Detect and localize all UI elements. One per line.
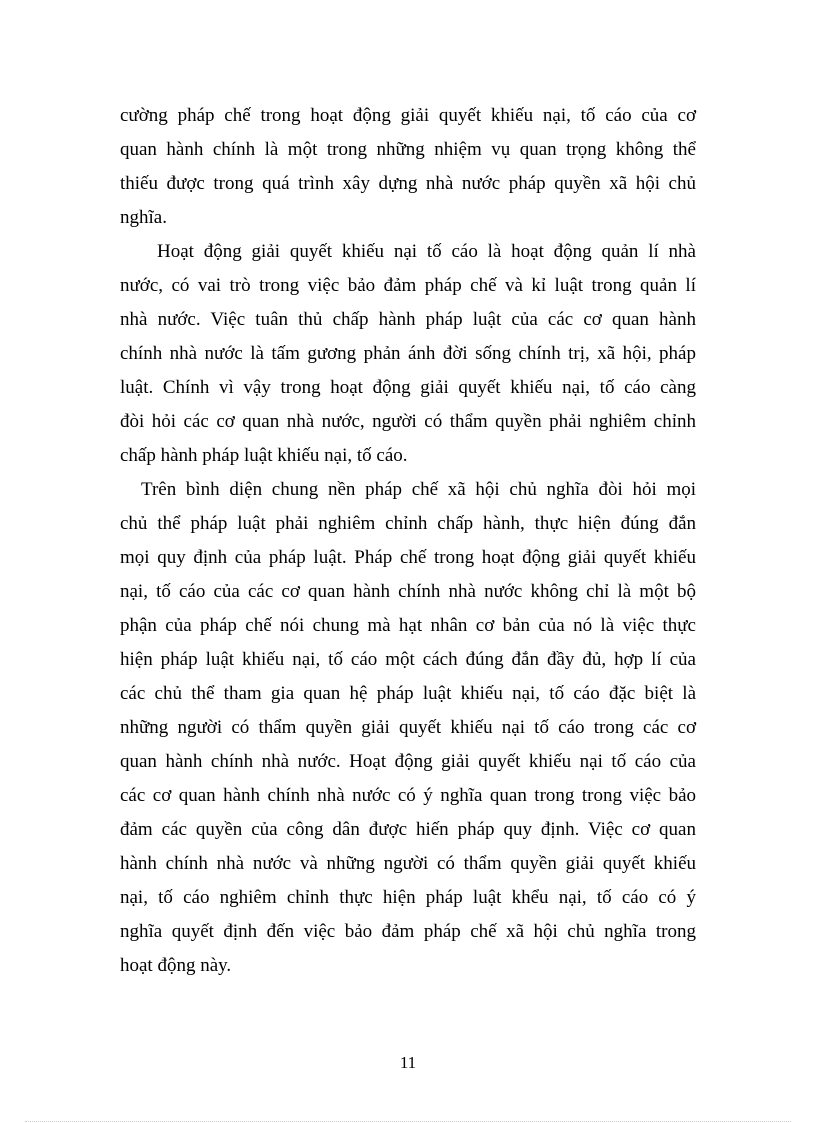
page-bottom-divider: [25, 1121, 791, 1122]
text-line: cường pháp chế trong hoạt động giải quyết khiếu nại, tố cáo của cơ: [120, 105, 696, 126]
text-line: hoạt động này.: [120, 955, 232, 976]
text-line: Hoạt động giải quyết khiếu nại tố cáo là hoạt động quản lí nhà: [157, 241, 696, 262]
text-line: các chủ thể tham gia quan hệ pháp luật khiếu nại, tố cáo đặc biệt là: [120, 683, 696, 704]
text-line: nhà nước. Việc tuân thủ chấp hành pháp luật của các cơ quan hành: [120, 309, 696, 330]
text-line: hành chính nhà nước và những người có thẩm quyền giải quyết khiếu: [120, 853, 696, 874]
text-line: những người có thẩm quyền giải quyết khiếu nại tố cáo trong các cơ: [120, 717, 696, 738]
text-line: đòi hỏi các cơ quan nhà nước, người có thẩm quyền phải nghiêm chỉnh: [120, 411, 696, 432]
text-line: các cơ quan hành chính nhà nước có ý nghĩa quan trong trong việc bảo: [120, 785, 696, 806]
text-line: phận của pháp chế nói chung mà hạt nhân cơ bản của nó là việc thực: [120, 615, 696, 636]
text-line: quan hành chính là một trong những nhiệm vụ quan trọng không thể: [120, 139, 696, 160]
text-line: luật. Chính vì vậy trong hoạt động giải quyết khiếu nại, tố cáo càng: [120, 377, 696, 398]
text-line: chính nhà nước là tấm gương phản ánh đời sống chính trị, xã hội, pháp: [120, 343, 696, 364]
text-line: nước, có vai trò trong việc bảo đảm pháp chế và kỉ luật trong quản lí: [120, 275, 696, 296]
text-line: đảm các quyền của công dân được hiến pháp quy định. Việc cơ quan: [120, 819, 696, 840]
text-line: Trên bình diện chung nền pháp chế xã hội chủ nghĩa đòi hỏi mọi: [141, 479, 696, 500]
text-line: quan hành chính nhà nước. Hoạt động giải quyết khiếu nại tố cáo của: [120, 751, 696, 772]
text-line: hiện pháp luật khiếu nại, tố cáo một cách đúng đắn đầy đủ, hợp lí của: [120, 649, 696, 670]
page-number: 11: [399, 1053, 417, 1072]
text-line: nghĩa quyết định đến việc bảo đảm pháp chế xã hội chủ nghĩa trong: [120, 921, 696, 942]
text-line: chấp hành pháp luật khiếu nại, tố cáo.: [120, 445, 408, 466]
text-line: nại, tố cáo của các cơ quan hành chính nhà nước không chỉ là một bộ: [120, 581, 696, 602]
text-line: mọi quy định của pháp luật. Pháp chế trong hoạt động giải quyết khiếu: [120, 547, 696, 568]
text-line: thiếu được trong quá trình xây dựng nhà nước pháp quyền xã hội chủ: [120, 173, 696, 194]
text-line: chủ thể pháp luật phải nghiêm chỉnh chấp hành, thực hiện đúng đắn: [120, 513, 696, 534]
text-line: nghĩa.: [120, 207, 167, 228]
text-line: nại, tố cáo nghiêm chỉnh thực hiện pháp luật khểu nại, tố cáo có ý: [120, 887, 696, 908]
